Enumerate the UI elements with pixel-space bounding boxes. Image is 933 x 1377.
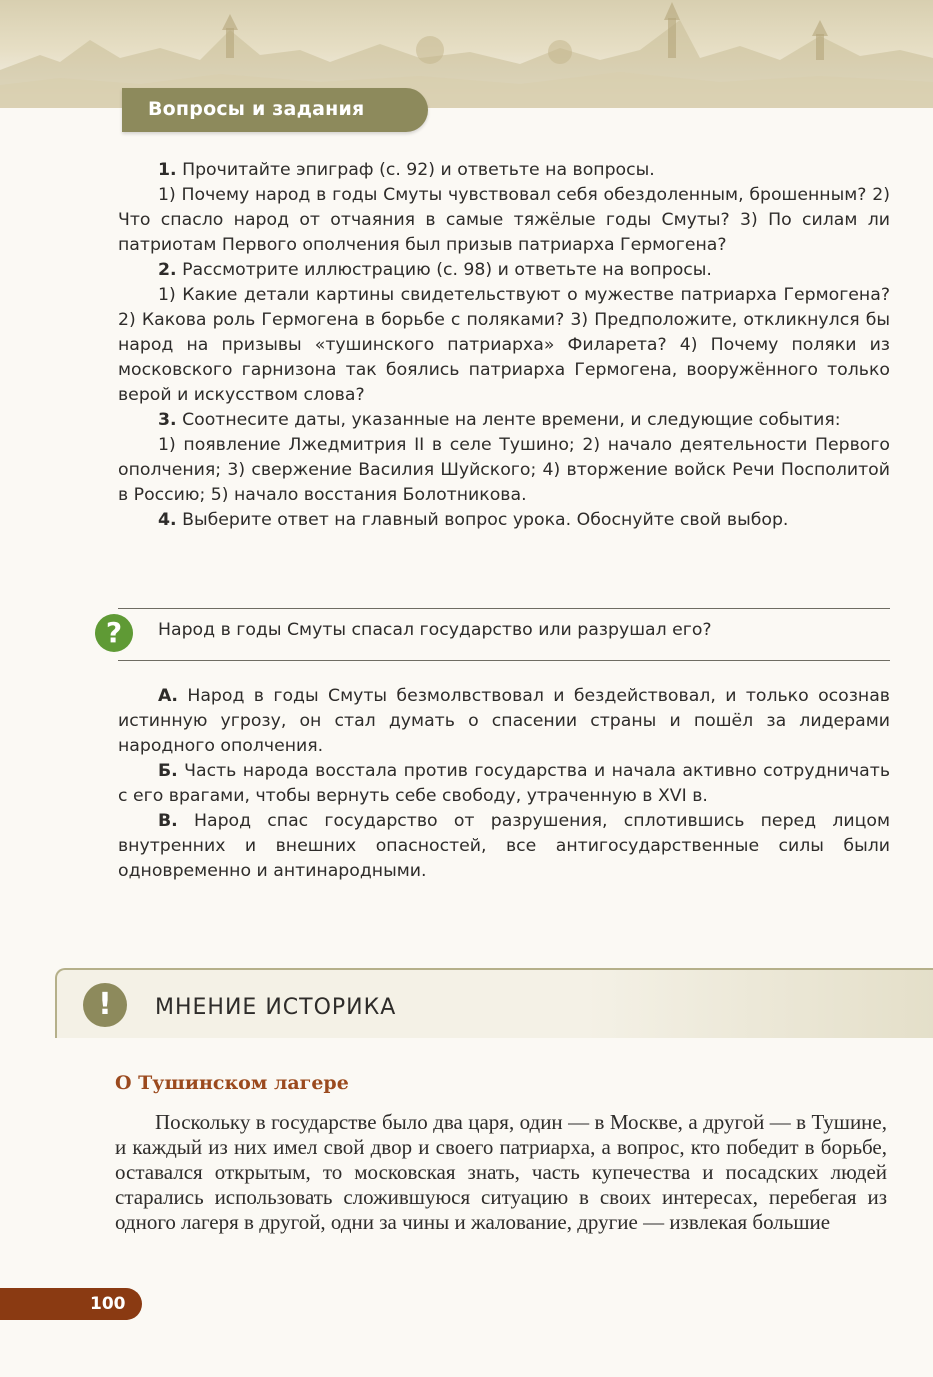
task-2: 2. Рассмотрите иллюстрацию (с. 98) и ответьте на вопросы. [158,260,712,280]
option-c: В. Народ спас государство от разрушения, сплотившись перед лицом внутренних и внешних опасностей, все антигосударственные силы были одновременно и антинародными. [118,811,890,881]
exclamation-icon: ! [83,983,127,1027]
question-icon: ? [95,614,133,652]
historian-title: МНЕНИЕ ИСТОРИКА [155,995,397,1020]
main-question: Народ в годы Смуты спасал государство или разрушал его? [158,620,712,640]
task-2-body: 1) Какие детали картины свидетельствуют о мужестве патриарха Гермогена? 2) Какова роль Гермогена в борьбе с поляками? 3) Предположите, откликнулся бы народ на призывы «тушинского патриарха» Филарета? 4) Почему поляки из московского гарнизона так боялись патриарха Гермогена, вооружённого только верой и искусством слова? [118,285,890,405]
option-a: А. Народ в годы Смуты безмолвствовал и бездействовал, и только осознав истинную угрозу, он стал думать о спасении страны и пошёл за лидерами народного ополчения. [118,686,890,756]
excerpt-title: О Тушинском лагере [115,1072,349,1094]
task-3-body: 1) появление Лжедмитрия II в селе Тушино; 2) начало деятельности Первого ополчения; 3) свержение Василия Шуйского; 4) вторжение войск Речи Посполитой в Россию; 5) начало восстания Болотникова. [118,435,890,505]
section-title: Вопросы и задания [148,98,365,120]
section-header [122,88,428,132]
excerpt-text [115,1110,887,1235]
excerpt-paragraph: Поскольку в государстве было два царя, один — в Москве, а другой — в Тушине, и каждый из них имел свой двор и своего патриарха, а вопрос, кто победит в борьбе, оставался открытым, то московская знать, часть купечества и посадских людей старались использовать сложившуюся ситуацию в своих интересах, перебегая из одного лагеря в другой, одни за чины и жалование, другие — извлекая большие [115,1110,887,1234]
answer-options [118,684,890,884]
task-1-body: 1) Почему народ в годы Смуты чувствовал себя обездоленным, брошенным? 2) Что спасло народ от отчаяния в самые тяжёлые годы Смуты? 3) По силам ли патриотам Первого ополчения был призыв патриарха Гермогена? [118,185,890,255]
divider-bottom [118,660,890,661]
task-list [118,158,890,533]
task-3: 3. Соотнесите даты, указанные на ленте времени, и следующие события: [158,410,841,430]
divider-top [118,608,890,609]
task-4: 4. Выберите ответ на главный вопрос урока. Обоснуйте свой выбор. [158,510,789,530]
task-1: 1. Прочитайте эпиграф (с. 92) и ответьте на вопросы. [158,160,655,180]
page-number: 100 [90,1294,126,1314]
option-b: Б. Часть народа восстала против государства и начала активно сотрудничать с его врагами, чтобы вернуть себе свободу, утраченную в XVI в. [118,761,891,806]
